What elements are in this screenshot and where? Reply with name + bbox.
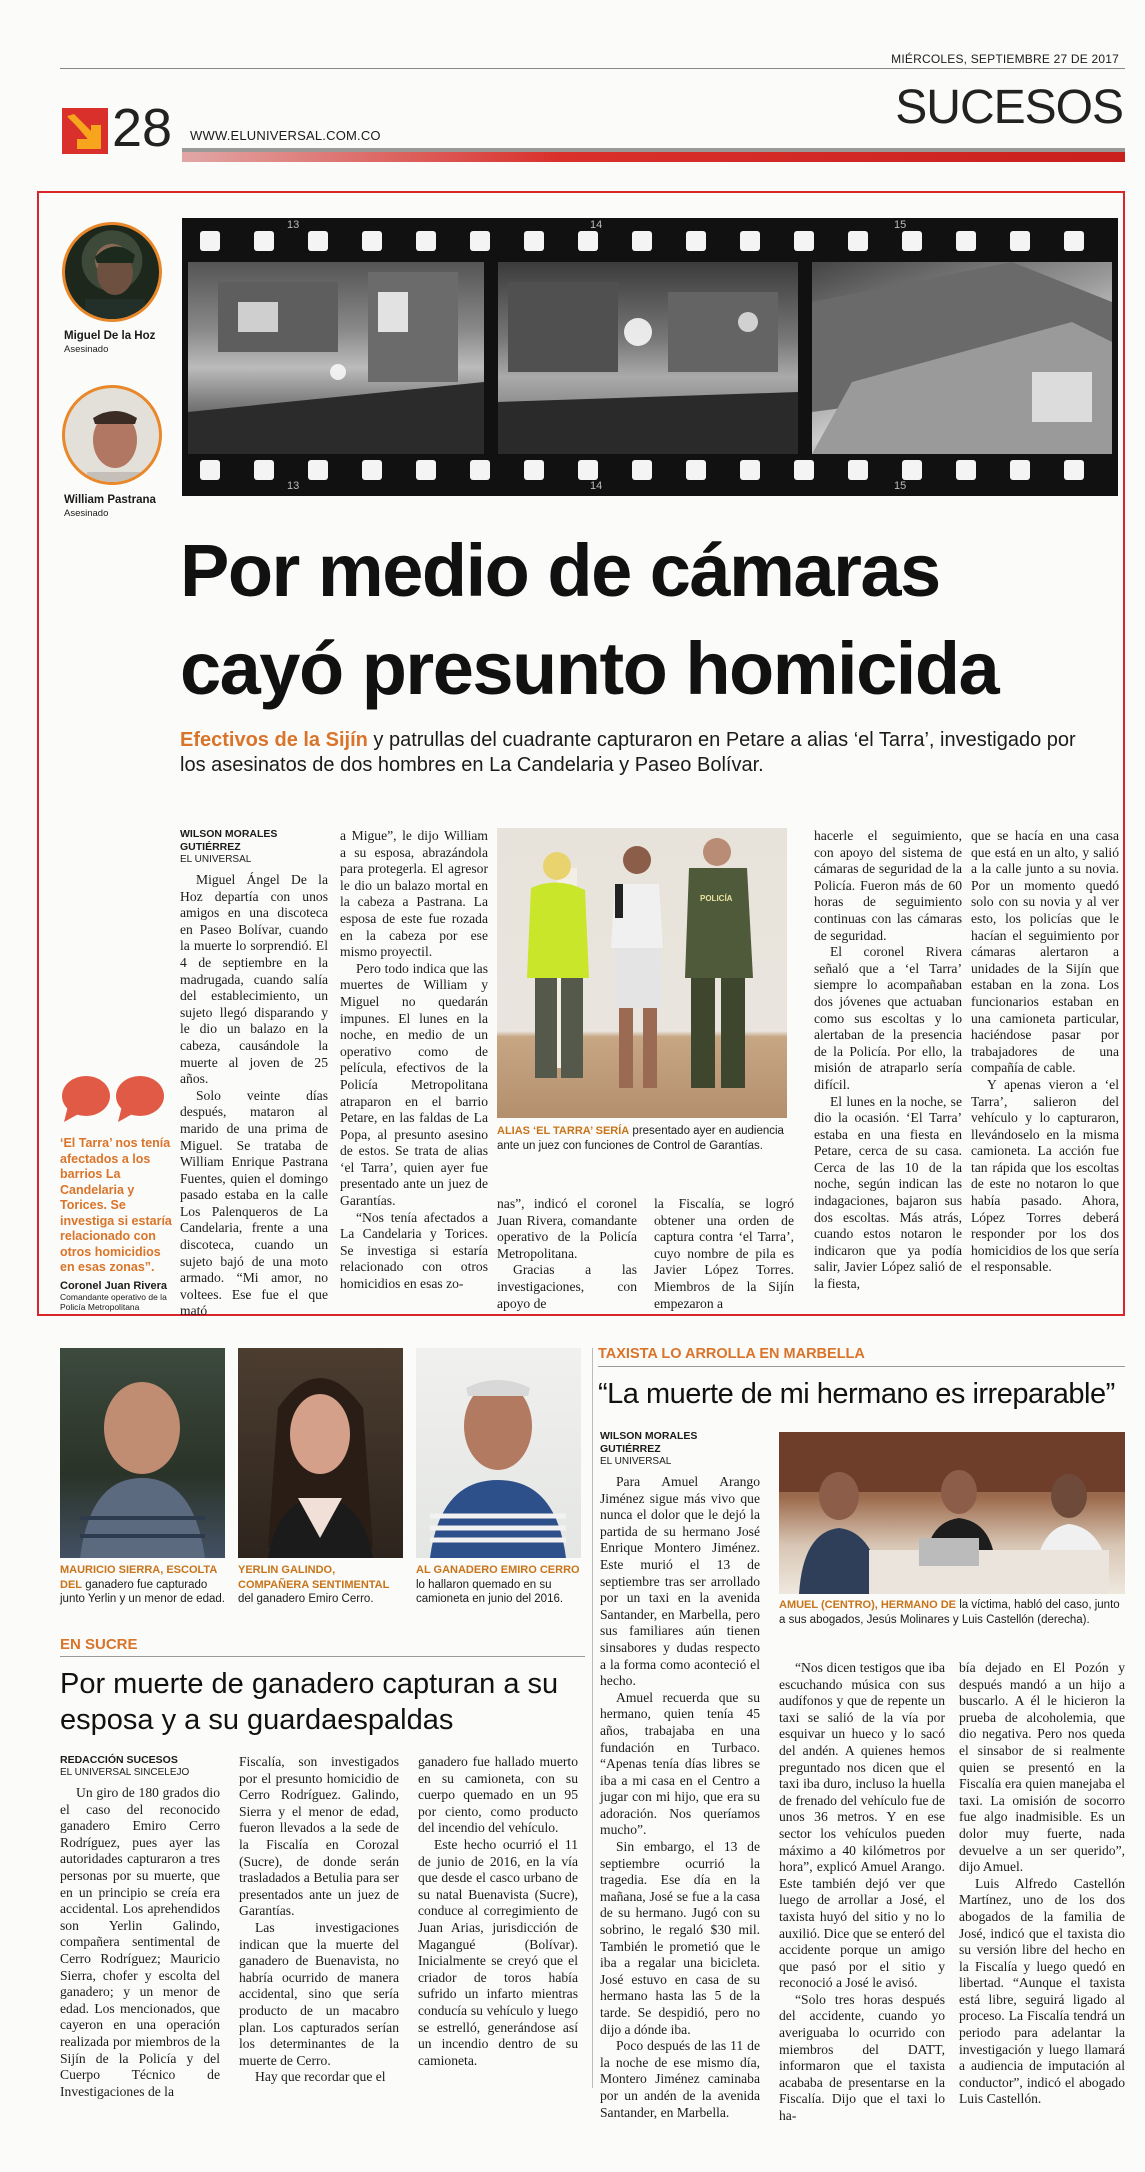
victim-portrait-1 xyxy=(62,222,162,322)
paragraph: El coronel Rivera señaló que a ‘el Tarra’ siempre lo acompañaban dos jóvenes que actuaban como sus escoltas y lo alertaban de la presencia de la Policía. Por ello, la misión de atraparlo sería difícil. xyxy=(814,944,962,1092)
photo-yerlin-galindo xyxy=(238,1348,403,1558)
paragraph: Sin embargo, el 13 de septiembre ocurrió la tragedia. Ese día en la mañana, José se fue a la casa de su hermano. Jugó con su sobrino, le regaló $30 mil. También le prometió que le iba a regalar una bicicleta. José estuvo en casa de su hermano hasta las 5 de la tarde. Se despidió, pero no dijo a dónde iba. xyxy=(600,1839,760,2037)
paragraph: Un giro de 180 grados dio el caso del reconocido ganadero Emiro Cerro Rodríguez, pues ayer las autoridades capturaron a tres personas por su muerte, que en un principio se creía era accidental. Los aprehendidos son Yerlin Galindo, compañera sentimental de Cerro Rodríguez; Mauricio Sierra, chofer y escolta del ganadero; y un menor de edad. Los mencionados, que cayeron en una operación realizada por miembros de la Sijín de la Policía y del Cuerpo Técnico de Investigaciones de la xyxy=(60,1785,220,2099)
article-column-3 xyxy=(497,1196,637,1312)
header-bar-red xyxy=(182,152,1125,162)
film-frame-number: 13 xyxy=(287,480,300,492)
marbella-column-1 xyxy=(600,1430,760,2121)
pull-quote xyxy=(60,1076,172,1312)
paragraph: Amuel recuerda que su hermano, quien tenía 45 años, trabajaba en una fundación en Turbaco. “Apenas tenía días libres se iba a mi casa en el Centro a jugar con mi hijo, que era su adoración. Nos queríamos mucho”. xyxy=(600,1689,760,1838)
sucre-column-1 xyxy=(60,1754,220,2100)
film-frame-number: 13 xyxy=(287,219,300,231)
sucre-column-3 xyxy=(418,1754,578,2069)
caption-emiro xyxy=(416,1563,584,1607)
quote-mark-icon xyxy=(60,1076,172,1122)
paragraph: a Migue”, le dijo William a su esposa, abrazándola para protegerla. El agresor le dio un balazo mortal en la cabeza a Pastrana. La esposa de este fue rozada en la cabeza por ese mismo proyectil. xyxy=(340,828,488,960)
cctv-street-image xyxy=(812,262,1112,454)
caption-text: del ganadero Emiro Cerro. xyxy=(238,1593,374,1605)
marbella-kicker-rule xyxy=(598,1366,1125,1367)
photo-amuel-lawyers xyxy=(779,1432,1125,1594)
top-rule xyxy=(60,68,1125,69)
film-frame-number: 15 xyxy=(894,480,907,492)
paragraph: “Solo tres horas después del accidente, cuando yo averiguaba lo ocurrido con miembros del DATT, informaron que el taxista acababa de presentarse en la Fiscalía. Dijo que el taxi lo ha- xyxy=(779,1991,945,2124)
pull-quote-name: Coronel Juan Rivera xyxy=(60,1279,167,1292)
arrest-photo-caption xyxy=(497,1124,797,1153)
main-headline-line-1: Por medio de cámaras xyxy=(180,529,940,612)
victim-role-2: Asesinado xyxy=(64,508,109,519)
film-frame-number: 15 xyxy=(894,219,907,231)
deck-text: y patrullas del cuadrante capturaron en Petare a alias ‘el Tarra’, investigado por los asesinatos de dos hombres en La Candelaria y Paseo Bolívar. xyxy=(180,729,1076,776)
caption-highlight: MAURICIO SIERRA, ESCOLTA DEL xyxy=(60,1564,217,1591)
caption-highlight: AL GANADERO EMIRO CERRO xyxy=(416,1564,580,1576)
marbella-headline: “La muerte de mi hermano es irreparable” xyxy=(598,1378,1115,1410)
main-deck xyxy=(180,728,1080,778)
paragraph: Solo veinte días después, mataron al marido de una prima de Miguel. Se trataba de William Enrique Pastrana Fuentes, quien el domingo pasado estaba en la calle Los Palenqueros de La Candelaria, frente a una discoteca, cuando un sujeto bajó de una moto armado. “Mi amor, no voltees. Ese fue el que mató xyxy=(180,1087,328,1319)
article-column-1 xyxy=(180,828,328,1320)
pull-quote-role: Comandante operativo de la Policía Metropolitana xyxy=(60,1291,167,1312)
cctv-frame-1 xyxy=(188,262,484,454)
paragraph: nas”, indicó el coronel Juan Rivera, comandante operativo de la Policía Metropolitana. xyxy=(497,1196,637,1261)
paragraph: Poco después de las 11 de la noche de ese mismo día, Montero Jiménez caminaba por un andén de la avenida Santander, en Marbella. xyxy=(600,2038,760,2120)
police-vest-label: POLICÍA xyxy=(700,894,733,903)
caption-highlight: YERLIN GALINDO, COMPAÑERA SENTIMENTAL xyxy=(238,1564,390,1591)
film-frame-number: 14 xyxy=(590,219,603,231)
byline: REDACCIÓN SUCESOS xyxy=(60,1754,178,1766)
cctv-street-image xyxy=(188,262,484,454)
marbella-column-3 xyxy=(959,1660,1125,2108)
byline: WILSON MORALES GUTIÉRREZ xyxy=(180,828,278,853)
byline-outlet: EL UNIVERSAL xyxy=(180,854,252,865)
meeting-scene-image xyxy=(779,1432,1125,1594)
section-title: SUCESOS xyxy=(895,81,1123,134)
caption-text: lo hallaron quemado en su camioneta en junio del 2016. xyxy=(416,1578,564,1605)
article-column-2 xyxy=(340,828,488,1293)
paragraph: Y apenas vieron a ‘el Tarra’, salieron del vehículo y lo capturaron, llevándoselo en la misma camioneta. La acción fue tan rápida que los escoltas de este no notaron lo que había pasado. Ahora, López Torres deberá responder por los dos homicidios de los que sería el responsable. xyxy=(971,1076,1119,1275)
cctv-frame-2 xyxy=(498,262,798,454)
caption-text: ganadero fue capturado junto Yerlin y un menor de edad. xyxy=(60,1578,225,1605)
sucre-headline: Por muerte de ganadero capturan a su esposa y a su guardaespaldas xyxy=(60,1668,559,1736)
paragraph: Este hecho ocurrió el 11 de junio de 2016, en la vía que desde el casco urbano de su natal Buenavista (Sucre), conduce al corregimiento de Juan Arias, jurisdicción de Magangué (Bolívar). Inicialmente se creyó que el criador de toros había sufrido un infarto mientras conducía su vehículo y luego se estrelló, generándose así un incendio dentro de su camioneta. xyxy=(418,1836,578,2068)
portrait-image xyxy=(238,1348,403,1558)
photo-mauricio-sierra xyxy=(60,1348,225,1558)
sucre-kicker-rule xyxy=(60,1656,585,1657)
page-number-logo xyxy=(62,108,108,154)
victim-portrait-2 xyxy=(62,385,162,485)
byline-outlet: EL UNIVERSAL SINCELEJO xyxy=(60,1767,190,1778)
paragraph: ganadero fue hallado muerto en su camioneta, con su cuerpo quemado en un 95 por ciento, como producto del incendio del vehículo. xyxy=(418,1754,578,1836)
victim-name-1: Miguel De la Hoz xyxy=(64,330,156,342)
paragraph: “Nos dicen testigos que iba escuchando música con sus audífonos y que de repente un taxi se salió de la vía por esquivar un hueco y lo sacó del andén. A quienes hemos preguntado nos dicen que el taxi iba duro, incluso la huella de frenado del vehículo fue de unos 36 metros. Y en ese sector los vehículos pueden máximo a 40 kilómetros por hora”, explicó Amuel Arango. Este también dejó ver que luego de arrollar a José, el taxista huyó del sitio y no lo auxilió. Dice que se enteró del accidente porque un amigo que pasó por el sitio y reconoció a José le avisó. xyxy=(779,1660,945,1991)
article-column-4 xyxy=(654,1196,794,1312)
article-column-5 xyxy=(814,828,962,1293)
paragraph: Pero todo indica que las muertes de William y Miguel no quedarán impunes. El lunes en la noche, en medio de un operativo como de película, efectivos de la Policía Metropolitana atraparon en el barrio Petare, en las faldas de La Popa, al presunto asesino de estos. Se trata de alias ‘el Tarra’, quien ayer fue presentado ante un juez de Garantías. xyxy=(340,960,488,1209)
camera-film-strip xyxy=(182,218,1118,496)
amuel-photo-caption xyxy=(779,1598,1125,1627)
caption-text: la víctima, habló del caso, junto a sus abogados, Jesús Molinares y Luis Castellón (derecha). xyxy=(779,1599,1120,1626)
marbella-column-2 xyxy=(779,1660,945,2125)
deck-highlight: Efectivos de la Sijín xyxy=(180,729,368,751)
byline: WILSON MORALES GUTIÉRREZ xyxy=(600,1430,698,1455)
paragraph: Luis Alfredo Castellón Martínez, uno de los dos abogados de la familia de José, indicó que el taxista dio su versión libre del hecho en la Fiscalía y luego quedó en libertad. “Aunque el taxista está libre, seguirá ligado al proceso. La Fiscalía tendrá un periodo para adelantar la investigación y luego llamará a audiencia de imputación al conductor”, indicó el abogado Luis Castellón. xyxy=(959,1875,1125,2107)
photo-emiro-cerro xyxy=(416,1348,581,1558)
paragraph: Miguel Ángel De la Hoz departía con unos amigos en una discoteca en Paseo Bolívar, cuando la muerte lo sorprendió. El 4 de septiembre en la madrugada, cuando salía del establecimiento, un sujeto llegó disparando y le dio un balazo en la cabeza, causándole la muerte al joven de 25 años. xyxy=(180,872,328,1087)
sucre-kicker: EN SUCRE xyxy=(60,1636,138,1653)
paragraph: que se hacía en una casa que está en un alto, y salió a la calle junto a su novia. Por un momento quedó solo con su novia y al ver esto, los policías que le hacían el seguimiento por cámaras alertaron a unidades de la Sijín que estaban en la zona. Los funcionarios estaban en una camioneta particular, haciéndose pasar por trabajadores de una compañía de cable. xyxy=(971,828,1119,1076)
column-divider xyxy=(592,1348,593,2088)
pull-quote-text: ‘El Tarra’ nos tenía afectados a los barrios La Candelaria y Torices. Se investiga si estaría relacionado con otros homicidios en esas zonas”. xyxy=(60,1136,172,1274)
paragraph: bía dejado en El Pozón y después mandó a un hijo a buscarlo. A él le hicieron la prueba de alcoholemia, que dio negativa. Pero nos queda el sinsabor de si realmente quien se presentó en la Fiscalía era quien manejaba el taxi. La omisión de socorro fue algo inadmisible. Es un dolor muy fuerte, nada devuelve a un ser querido”, dijo Amuel. xyxy=(959,1660,1125,1875)
paragraph: Las investigaciones indican que la muerte del ganadero de Buenavista, no habría ocurrido de manera accidental, sino que sería producto de un macabro plan. Los capturados serían los determinantes de la muerte de Cerro. xyxy=(239,1919,399,2068)
caption-text: presentado ayer en audiencia ante un juez con funciones de Control de Garantías. xyxy=(497,1125,784,1152)
paragraph: la Fiscalía, se logró obtener una orden de captura contra ‘el Tarra’, cuyo nombre de pila es Javier López Torres. Miembros de la Sijín empezaron a xyxy=(654,1196,794,1311)
arrest-scene-image xyxy=(497,828,787,1118)
caption-yerlin xyxy=(238,1563,406,1607)
cctv-frame-3 xyxy=(812,262,1112,454)
paragraph: Fiscalía, son investigados por el presunto homicidio de Cerro Rodríguez. Galindo, Sierra y el menor de edad, fueron llevados a la sede de la Fiscalía en Corozal (Sucre), de donde serán trasladados a Betulia para ser presentados ante un juez de Garantías. xyxy=(239,1754,399,1919)
paragraph: Gracias a las investigaciones, con apoyo de xyxy=(497,1262,637,1311)
marbella-kicker: TAXISTA LO ARROLLA EN MARBELLA xyxy=(598,1346,865,1362)
caption-highlight: ALIAS ‘EL TARRA’ SERÍA xyxy=(497,1125,630,1137)
victim-role-1: Asesinado xyxy=(64,344,109,355)
caption-highlight: AMUEL (CENTRO), HERMANO DE xyxy=(779,1599,957,1611)
arrow-logo-icon xyxy=(62,108,108,154)
paragraph: “Nos tenía afectados a La Candelaria y Torices. Se investiga si estaría relacionado con otros homicidios en esas zo- xyxy=(340,1209,488,1292)
paragraph: Para Amuel Arango Jiménez sigue más vivo que nunca el dolor que le dejó la partida de su hermano José Enrique Montero Jiménez. Este murió el 13 de septiembre tras ser arrollado por un taxi en la avenida Santander, en Marbella, pero sus familiares aún tienen sinsabores y dudas respecto a la forma como aconteció el hecho. xyxy=(600,1474,760,1689)
portrait-image xyxy=(416,1348,581,1558)
cctv-street-image xyxy=(498,262,798,454)
portrait-image xyxy=(60,1348,225,1558)
arrest-photo xyxy=(497,828,787,1118)
victim-name-2: William Pastrana xyxy=(64,494,156,506)
main-headline-line-2: cayó presunto homicida xyxy=(180,627,999,710)
article-column-6 xyxy=(971,828,1119,1276)
sucre-column-2 xyxy=(239,1754,399,2086)
byline-outlet: EL UNIVERSAL xyxy=(600,1456,672,1467)
caption-mauricio xyxy=(60,1563,228,1607)
paragraph: Hay que recordar que el xyxy=(255,2069,386,2085)
website-url[interactable]: WWW.ELUNIVERSAL.COM.CO xyxy=(190,128,381,143)
paragraph: hacerle el seguimiento, con apoyo del sistema de cámaras de seguridad de la Policía. Fueron más de 60 horas de seguimiento continuas con las cámaras de seguridad. xyxy=(814,828,962,943)
paragraph: El lunes en la noche, se dio la ocasión. ‘El Tarra’ estaba en una fiesta en Petare, cerca de su casa. Cerca de las 10 de la noche, según indican las indagaciones, bajaron sus dos escoltas. Más atrás, cuando estos notaron le indicaron que ya podía salir, Javier López salió de la fiesta, xyxy=(814,1093,962,1292)
film-frame-number: 14 xyxy=(590,480,603,492)
page-number: 28 xyxy=(112,98,173,158)
issue-date: MIÉRCOLES, SEPTIEMBRE 27 DE 2017 xyxy=(891,52,1119,66)
